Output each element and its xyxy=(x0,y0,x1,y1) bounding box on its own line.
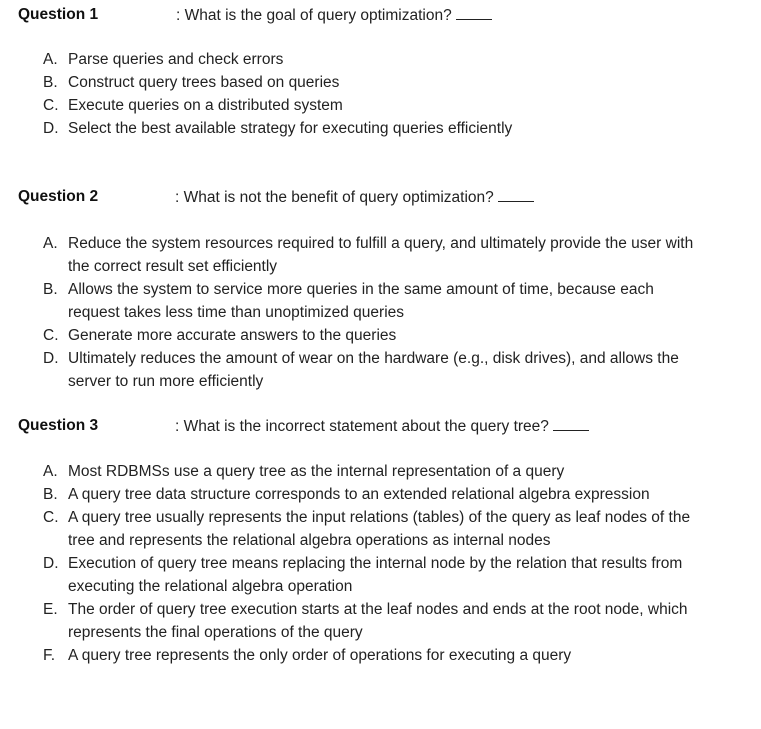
question-2-text: : What is not the benefit of query optimization? xyxy=(175,189,494,206)
option-item xyxy=(43,94,703,117)
option-item xyxy=(43,117,703,140)
question-3-label: Question 3 xyxy=(18,417,99,434)
answer-blank xyxy=(498,188,534,202)
option-letter: B. xyxy=(43,281,58,298)
option-text: Construct query trees based on queries xyxy=(68,74,340,91)
option-letter: A. xyxy=(43,51,58,68)
option-text: Most RDBMSs use a query tree as the internal representation of a query xyxy=(68,463,565,480)
option-letter: C. xyxy=(43,97,59,114)
option-letter: C. xyxy=(43,327,59,344)
option-text: Execute queries on a distributed system xyxy=(68,97,343,114)
option-item xyxy=(43,48,703,71)
option-text: Allows the system to service more queries in the same amount of time, because each request takes less time than unoptimized queries xyxy=(68,281,654,321)
option-item xyxy=(43,552,703,598)
option-text: A query tree represents the only order of operations for executing a query xyxy=(68,647,572,664)
option-text: A query tree usually represents the input relations (tables) of the query as leaf nodes of the tree and represents the relational algebra operations as internal nodes xyxy=(68,509,691,549)
option-item xyxy=(43,506,703,552)
option-letter: D. xyxy=(43,555,59,572)
question-1-header xyxy=(18,6,758,26)
option-item xyxy=(43,278,703,324)
question-3-header xyxy=(18,417,758,437)
option-item xyxy=(43,347,703,393)
option-letter: E. xyxy=(43,601,58,618)
option-text: A query tree data structure corresponds to an extended relational algebra expression xyxy=(68,486,650,503)
option-item xyxy=(43,232,703,278)
option-item xyxy=(43,460,703,483)
option-text: Select the best available strategy for executing queries efficiently xyxy=(68,120,513,137)
question-3-options xyxy=(43,460,703,667)
option-letter: D. xyxy=(43,120,59,137)
option-text: Ultimately reduces the amount of wear on the hardware (e.g., disk drives), and allows the server to run more efficiently xyxy=(68,350,679,390)
question-3-prompt xyxy=(175,417,589,436)
option-item xyxy=(43,324,703,347)
option-letter: B. xyxy=(43,486,58,503)
option-item xyxy=(43,483,703,506)
option-letter: C. xyxy=(43,509,59,526)
option-text: Execution of query tree means replacing the internal node by the relation that results from executing the relational algebra operation xyxy=(68,555,683,595)
question-1-prompt xyxy=(176,6,492,25)
question-1-text: : What is the goal of query optimization? xyxy=(176,7,452,24)
answer-blank xyxy=(553,417,589,431)
answer-blank xyxy=(456,6,492,20)
option-letter: A. xyxy=(43,463,58,480)
option-item xyxy=(43,644,703,667)
option-item xyxy=(43,598,703,644)
question-1-options xyxy=(43,48,703,140)
option-item xyxy=(43,71,703,94)
question-1-label: Question 1 xyxy=(18,6,99,23)
option-text: The order of query tree execution starts at the leaf nodes and ends at the root node, which represents the final operations of the query xyxy=(68,601,688,641)
question-3-text: : What is the incorrect statement about the query tree? xyxy=(175,418,549,435)
question-2-header xyxy=(18,188,758,208)
option-letter: B. xyxy=(43,74,58,91)
option-letter: D. xyxy=(43,350,59,367)
question-2-prompt xyxy=(175,188,534,207)
question-2-label: Question 2 xyxy=(18,188,99,205)
option-text: Reduce the system resources required to fulfill a query, and ultimately provide the user with the correct result set efficiently xyxy=(68,235,694,275)
option-letter: A. xyxy=(43,235,58,252)
option-text: Generate more accurate answers to the queries xyxy=(68,327,397,344)
option-text: Parse queries and check errors xyxy=(68,51,284,68)
option-letter: F. xyxy=(43,647,56,664)
question-2-options xyxy=(43,232,703,393)
